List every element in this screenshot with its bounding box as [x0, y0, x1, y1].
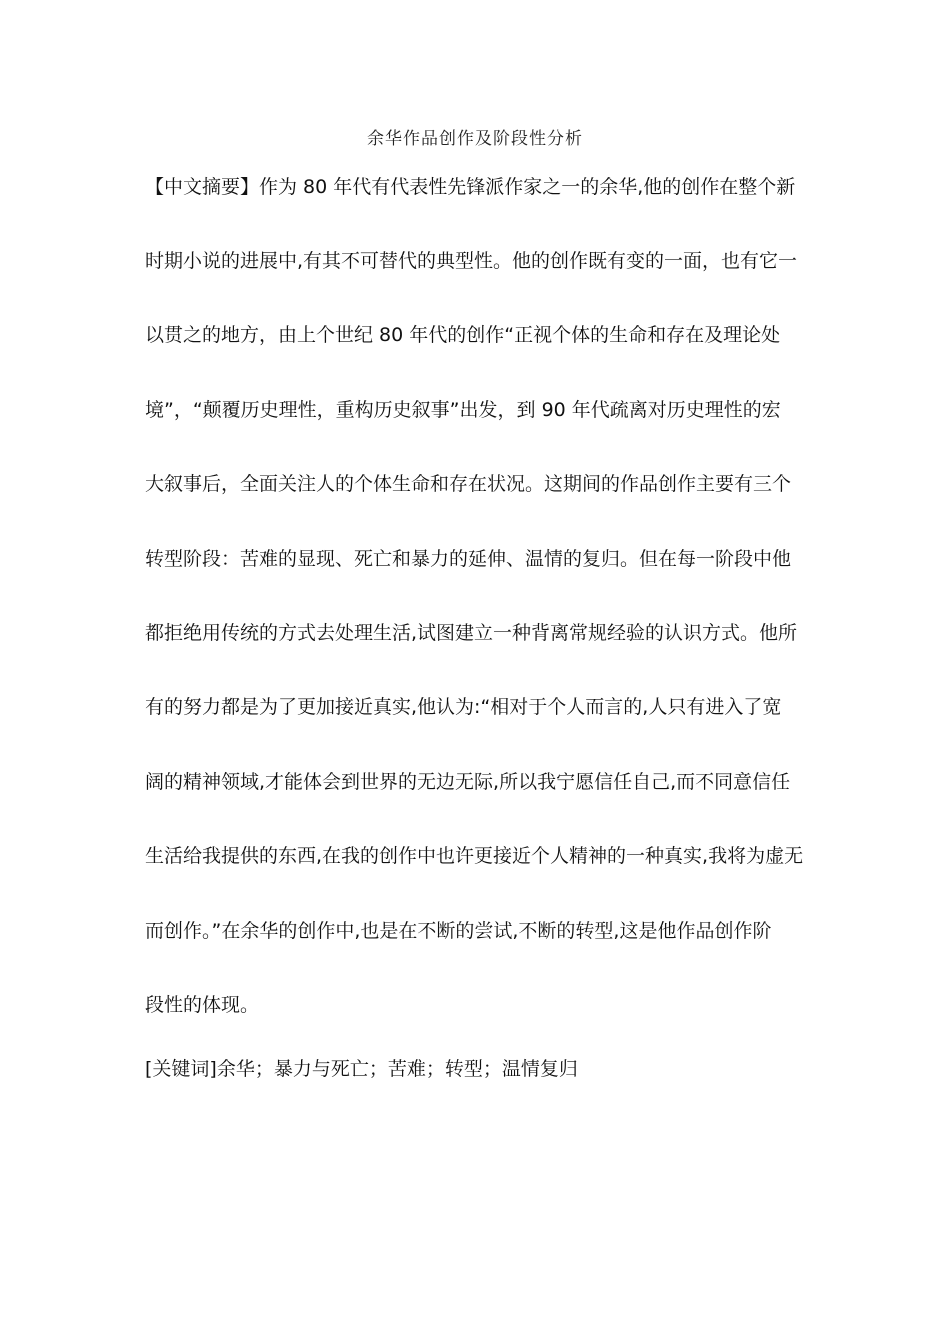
abstract-line: 【中文摘要】作为 80 年代有代表性先锋派作家之一的余华,他的创作在整个新 [145, 176, 796, 198]
abstract-line: 而创作。”在余华的创作中,也是在不断的尝试,不断的转型,这是他作品创作阶 [145, 920, 772, 942]
abstract-line: 以贯之的地方，由上个世纪 80 年代的创作“正视个体的生命和存在及理论处 [145, 324, 781, 346]
document-title: 余华作品创作及阶段性分析 [367, 129, 583, 149]
abstract-line: 转型阶段：苦难的显现、死亡和暴力的延伸、温情的复归。但在每一阶段中他 [145, 548, 792, 570]
abstract-line: 大叙事后，全面关注人的个体生命和存在状况。这期间的作品创作主要有三个 [145, 473, 792, 495]
abstract-line: 境”，“颠覆历史理性，重构历史叙事”出发，到 90 年代疏离对历史理性的宏 [145, 399, 781, 421]
keywords-line: [关键词]余华；暴力与死亡；苦难；转型；温情复归 [145, 1058, 578, 1080]
abstract-line: 生活给我提供的东西,在我的创作中也许更接近个人精神的一种真实,我将为虚无 [145, 845, 804, 867]
abstract-line: 有的努力都是为了更加接近真实,他认为:“相对于个人而言的,人只有进入了宽 [145, 696, 782, 718]
abstract-line: 段性的体现。 [145, 994, 260, 1016]
abstract-line: 时期小说的进展中,有其不可替代的典型性。他的创作既有变的一面，也有它一 [145, 250, 798, 272]
abstract-line: 都拒绝用传统的方式去处理生活,试图建立一种背离常规经验的认识方式。他所 [145, 622, 798, 644]
abstract-line: 阔的精神领域,才能体会到世界的无边无际,所以我宁愿信任自己,而不同意信任 [145, 771, 791, 793]
